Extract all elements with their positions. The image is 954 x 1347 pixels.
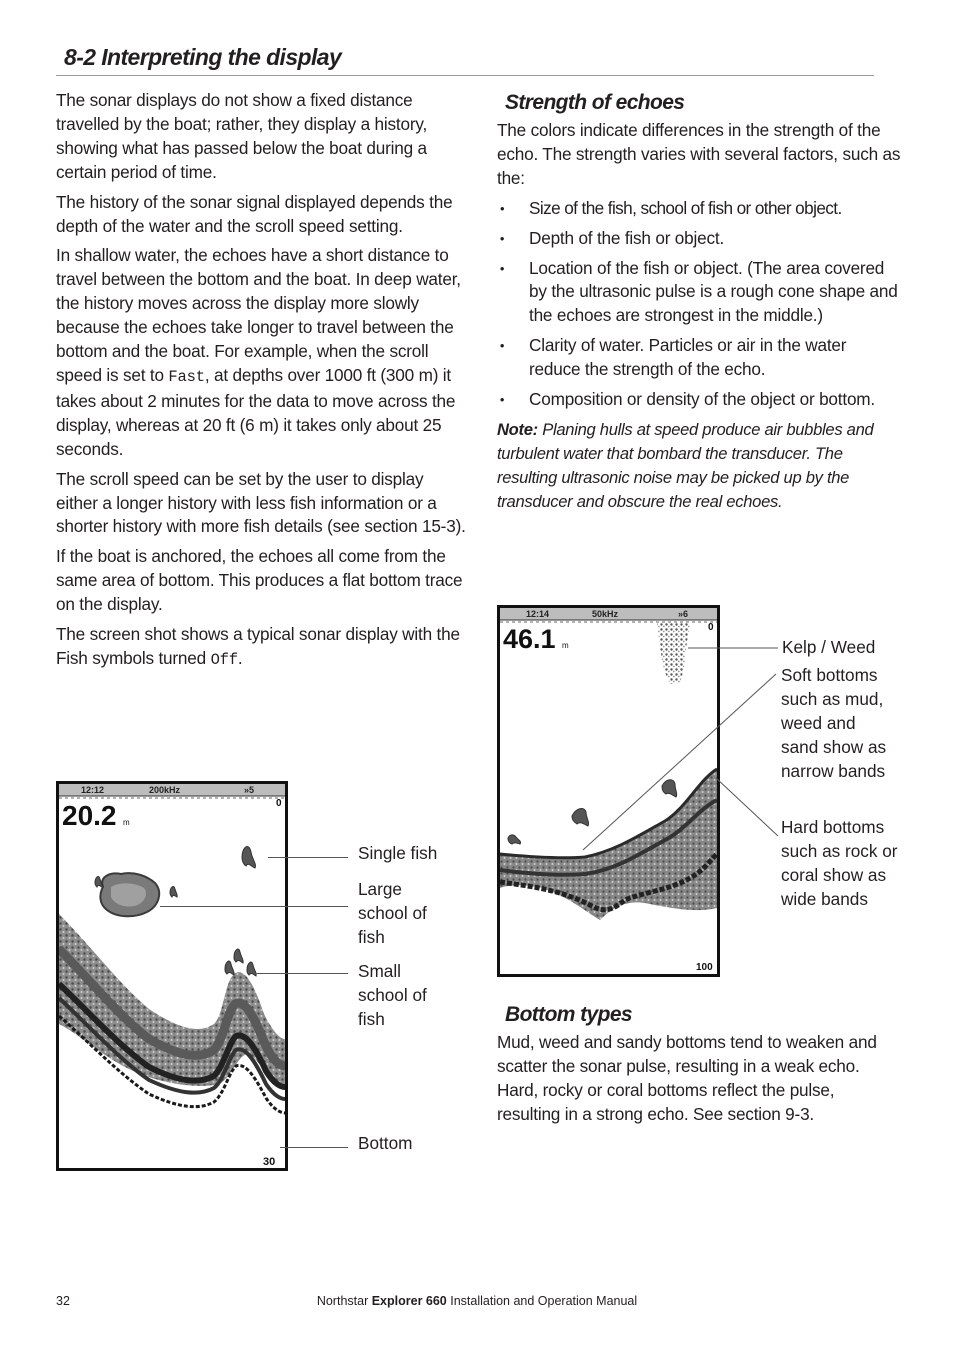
leader-line	[160, 906, 348, 907]
bottom-types-section	[497, 1001, 902, 1133]
paragraph	[56, 244, 466, 461]
note	[497, 418, 902, 514]
list-item: • Clarity of water. Particles or air in the water reduce the strength of the echo.	[499, 335, 847, 380]
paragraph-text: .	[237, 647, 243, 668]
depth-readout: 46.1	[503, 624, 556, 654]
list-item: • Location of the fish or object. (The area covered by the ultrasonic pulse is a rough cone shape and the echoes are strongest in the middle.)	[499, 257, 898, 326]
code-off: Off	[210, 650, 238, 669]
label-hard-bottoms: Hard bottoms such as rock or coral show as wide bands	[781, 817, 898, 909]
product-name: Explorer 660	[371, 1294, 447, 1308]
status-time: 12:14	[526, 609, 550, 619]
sonar-screenshot-left	[56, 781, 288, 1171]
paragraph	[56, 623, 466, 673]
list-item: • Depth of the fish or object.	[499, 227, 725, 248]
status-flag: »6	[678, 609, 689, 619]
label-kelp-weed: Kelp / Weed	[782, 637, 876, 657]
scale-bottom: 100	[696, 962, 713, 973]
bullet-list	[497, 197, 902, 412]
paragraph: The scroll speed can be set by the user to display either a longer history with less fish information or a shorter history with more fish details (see section 15-3).	[56, 468, 466, 537]
scale-top: 0	[276, 798, 282, 809]
right-column	[497, 89, 902, 514]
note-text: Planing hulls at speed produce air bubbles and turbulent water that bombard the transducer. The resulting ultrasonic noise may be picked up by the transducer and obscure the real echoes.	[497, 419, 874, 511]
list-item: • Size of the fish, school of fish or other object.	[500, 197, 842, 218]
label-small-school: Small school of fish	[358, 961, 427, 1029]
list-item: • Composition or density of the object or bottom.	[499, 389, 875, 410]
paragraph-text: The screen shot shows a typical sonar display with the Fish symbols turned	[56, 624, 460, 668]
status-frequency: 200kHz	[149, 785, 181, 795]
depth-unit: m	[562, 641, 569, 650]
strength-heading: Strength of echoes	[505, 91, 685, 114]
title-rule	[56, 75, 874, 76]
section-title: 8-2 Interpreting the display	[64, 44, 342, 70]
label-soft-bottoms: Soft bottoms such as mud, weed and sand show as narrow bands	[781, 665, 887, 781]
label-bottom: Bottom	[358, 1133, 413, 1153]
paragraph: Mud, weed and sandy bottoms tend to weaken and scatter the sonar pulse, resulting in a weak echo. Hard, rocky or coral bottoms reflect the pulse, resulting in a strong echo. See section 9-3.	[497, 1032, 877, 1124]
leader-line	[253, 973, 348, 974]
paragraph: The history of the sonar signal displayed depends the depth of the water and the scroll speed setting.	[56, 191, 453, 236]
depth-readout: 20.2	[62, 800, 117, 831]
paragraph-text: , at depths over 1000 ft (300 m) it takes about 2 minutes for the data to move across the display, whereas at 20 ft (6 m) it takes only about 25 seconds.	[56, 364, 456, 459]
paragraph: The sonar displays do not show a fixed distance travelled by the boat; rather, they display a history, showing what has passed below the boat during a certain period of time.	[56, 90, 428, 182]
page-number: 32	[56, 1294, 70, 1308]
depth-unit: m	[123, 818, 130, 827]
bottom-types-heading: Bottom types	[505, 1003, 632, 1026]
paragraph: If the boat is anchored, the echoes all come from the same area of bottom. This produces a flat bottom trace on the display.	[56, 546, 463, 615]
label-large-school: Large school of fish	[358, 879, 427, 947]
paragraph-text: In shallow water, the echoes have a short distance to travel between the bottom and the boat. In deep water, the history moves across the display more slowly because the echoes take longer to travel between the bottom and the boat. For example, when the scroll speed is set to	[56, 245, 461, 385]
status-frequency: 50kHz	[592, 609, 619, 619]
left-column	[56, 89, 466, 679]
footer-title: Northstar Explorer 660 Installation and Operation Manual	[316, 1294, 638, 1308]
leader-line	[280, 1147, 348, 1148]
code-fast: Fast	[168, 367, 205, 386]
note-label: Note:	[497, 419, 538, 439]
sonar-graphic-left	[59, 784, 285, 1168]
status-time: 12:12	[81, 785, 105, 795]
status-flag: »5	[244, 785, 255, 795]
label-single-fish: Single fish	[358, 843, 438, 863]
leader-line	[268, 857, 348, 858]
paragraph: The colors indicate differences in the strength of the echo. The strength varies with several factors, such as the:	[497, 120, 901, 188]
scale-bottom: 30	[263, 1156, 276, 1168]
right-leaders	[580, 640, 780, 855]
scale-top: 0	[708, 622, 714, 633]
